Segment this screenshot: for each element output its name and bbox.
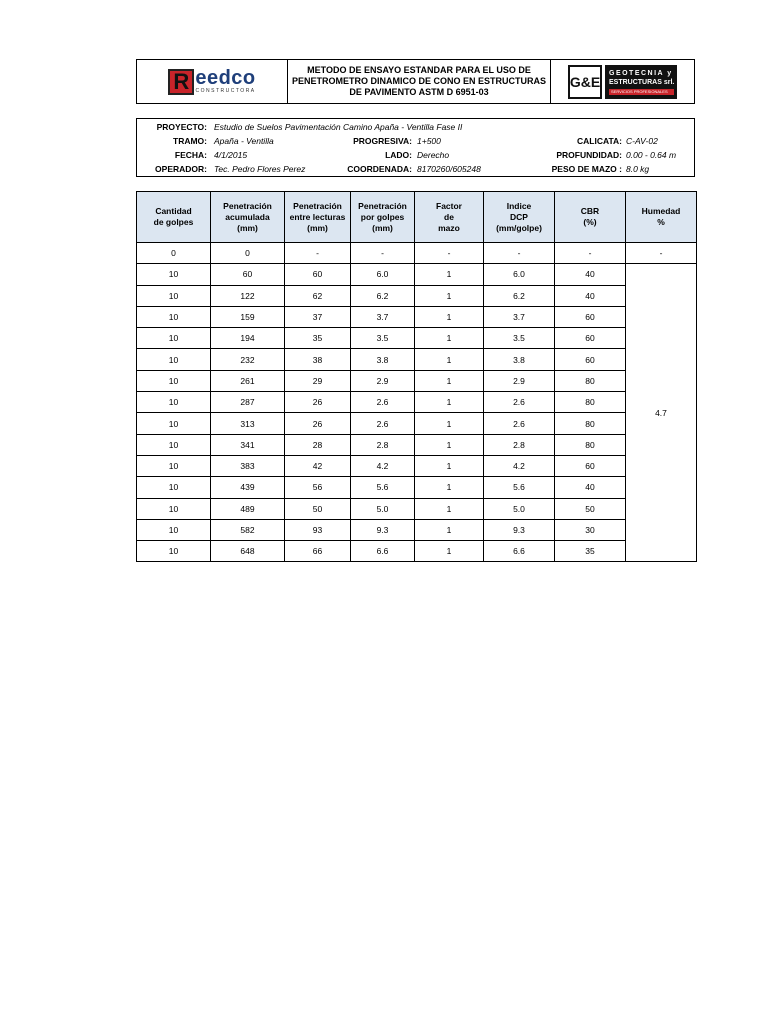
table-cell: 10 (137, 413, 211, 434)
table-cell: 648 (211, 541, 285, 562)
table-cell: 159 (211, 306, 285, 327)
fecha-label: FECHA: (174, 150, 207, 160)
ge-logo-line1: GEOTECNIA y (609, 69, 673, 77)
column-header (626, 192, 697, 243)
table-cell: - (555, 243, 626, 264)
table-cell: 10 (137, 455, 211, 476)
table-cell: 28 (285, 434, 351, 455)
column-header-line: Penetración (293, 200, 342, 211)
table-cell: 9.3 (351, 519, 415, 540)
table-cell: 4.2 (351, 455, 415, 476)
column-header (415, 192, 484, 243)
table-cell: 3.7 (351, 306, 415, 327)
humedad-merged-cell: 4.7 (626, 264, 697, 562)
table-row (137, 541, 697, 562)
column-header-line: de golpes (153, 217, 194, 227)
table-cell: 2.6 (351, 413, 415, 434)
lado-label: LADO: (385, 150, 412, 160)
table-cell: 10 (137, 349, 211, 370)
calicata-label: CALICATA: (576, 136, 622, 146)
table-cell: 10 (137, 370, 211, 391)
title-line-3: DE PAVIMENTO ASTM D 6951-03 (349, 87, 489, 97)
table-row (137, 434, 697, 455)
table-row (137, 519, 697, 540)
table-cell: 10 (137, 392, 211, 413)
reedco-logo-word: eedco (195, 67, 256, 89)
table-cell: 80 (555, 434, 626, 455)
column-header (137, 192, 211, 243)
table-cell: - (351, 243, 415, 264)
table-cell: 439 (211, 477, 285, 498)
lado-value: Derecho (417, 150, 450, 160)
column-header (484, 192, 555, 243)
table-cell: 3.8 (484, 349, 555, 370)
column-header (555, 192, 626, 243)
table-row (137, 392, 697, 413)
ge-logo-line2: ESTRUCTURAS srl. (609, 78, 675, 86)
document-title (288, 60, 551, 103)
table-cell: 6.2 (484, 285, 555, 306)
table-cell: 66 (285, 541, 351, 562)
table-cell: 4.2 (484, 455, 555, 476)
ge-logo-line3: SERVICIOS PROFESIONALES (609, 89, 674, 95)
column-header-line: Humedad (641, 206, 681, 216)
table-row (137, 477, 697, 498)
table-cell: 26 (285, 413, 351, 434)
table-cell: 1 (415, 519, 484, 540)
table-cell: 60 (555, 306, 626, 327)
geotecnia-logo (551, 60, 694, 103)
table-cell: 194 (211, 328, 285, 349)
table-cell: - (415, 243, 484, 264)
operador-label: OPERADOR: (155, 164, 207, 174)
peso-mazo-label: PESO DE MAZO : (551, 164, 622, 174)
column-header-line: acumulada (225, 211, 270, 222)
table-cell: 60 (211, 264, 285, 285)
table-cell: 10 (137, 477, 211, 498)
column-header-line: (%) (583, 217, 597, 227)
table-cell: 6.0 (351, 264, 415, 285)
column-header (351, 192, 415, 243)
tramo-label: TRAMO: (173, 136, 207, 146)
table-cell: 50 (555, 498, 626, 519)
column-header-line: de (444, 211, 454, 222)
table-cell: 40 (555, 477, 626, 498)
table-cell: 1 (415, 264, 484, 285)
table-cell: 287 (211, 392, 285, 413)
column-header-line: (mm) (237, 222, 258, 233)
column-header (285, 192, 351, 243)
column-header (211, 192, 285, 243)
table-row (137, 349, 697, 370)
table-cell: 341 (211, 434, 285, 455)
table-cell: 6.2 (351, 285, 415, 306)
title-line-1: METODO DE ENSAYO ESTANDAR PARA EL USO DE (307, 65, 531, 75)
table-cell: 62 (285, 285, 351, 306)
table-cell: - (484, 243, 555, 264)
table-cell: 232 (211, 349, 285, 370)
table-cell: 2.8 (484, 434, 555, 455)
table-cell: 50 (285, 498, 351, 519)
table-cell: 2.9 (484, 370, 555, 391)
table-cell: 3.5 (484, 328, 555, 349)
dcp-data-table (136, 191, 697, 562)
table-cell: 582 (211, 519, 285, 540)
calicata-value: C-AV-02 (626, 136, 658, 146)
table-cell: 42 (285, 455, 351, 476)
table-cell: 1 (415, 434, 484, 455)
table-row (137, 498, 697, 519)
table-cell: 5.0 (484, 498, 555, 519)
table-cell: 6.6 (351, 541, 415, 562)
table-cell: 5.0 (351, 498, 415, 519)
column-header-line: (mm) (372, 222, 393, 233)
table-cell: 60 (285, 264, 351, 285)
table-cell: 1 (415, 541, 484, 562)
column-header-line: % (657, 217, 665, 227)
reedco-logo-subtitle: CONSTRUCTORA (195, 88, 256, 94)
table-cell: 489 (211, 498, 285, 519)
table-cell: 313 (211, 413, 285, 434)
title-line-2: PENETROMETRO DINAMICO DE CONO EN ESTRUCTURAS (291, 76, 546, 86)
column-header-line: Factor (436, 200, 462, 211)
table-cell: 80 (555, 413, 626, 434)
column-header-line: mazo (438, 222, 460, 233)
table-row (137, 370, 697, 391)
table-cell: 40 (555, 285, 626, 306)
table-cell: 37 (285, 306, 351, 327)
column-header-line: DCP (510, 211, 528, 222)
table-cell: 10 (137, 328, 211, 349)
table-cell: 1 (415, 477, 484, 498)
table-cell: 1 (415, 370, 484, 391)
table-cell: 9.3 (484, 519, 555, 540)
table-cell: 6.6 (484, 541, 555, 562)
table-cell: 10 (137, 434, 211, 455)
table-cell: 1 (415, 349, 484, 370)
table-cell: 0 (211, 243, 285, 264)
table-cell: 0 (137, 243, 211, 264)
proyecto-label: PROYECTO: (156, 122, 207, 132)
table-cell: 383 (211, 455, 285, 476)
table-cell: 1 (415, 306, 484, 327)
table-cell: 80 (555, 392, 626, 413)
table-cell: 35 (555, 541, 626, 562)
table-cell: 10 (137, 285, 211, 306)
table-cell: 26 (285, 392, 351, 413)
column-header-line: Indice (506, 200, 532, 211)
tramo-value: Apaña - Ventilla (214, 136, 274, 146)
column-header-line: (mm/golpe) (496, 222, 542, 233)
table-cell: 122 (211, 285, 285, 306)
table-body (137, 243, 697, 562)
table-cell: 10 (137, 306, 211, 327)
column-header-line: (mm) (307, 222, 328, 233)
table-cell: 80 (555, 370, 626, 391)
ge-logo-mark: G&E (568, 65, 602, 99)
table-cell: 1 (415, 498, 484, 519)
progresiva-value: 1+500 (417, 136, 441, 146)
table-cell: 93 (285, 519, 351, 540)
coordenada-value: 8170260/605248 (417, 164, 481, 174)
profundidad-value: 0.00 - 0.64 m (626, 150, 677, 160)
table-cell: 10 (137, 541, 211, 562)
column-header-line: Cantidad (155, 206, 192, 216)
table-cell: - (626, 243, 697, 264)
operador-value: Tec. Pedro Flores Perez (214, 164, 306, 174)
table-cell: 5.6 (484, 477, 555, 498)
table-cell: 60 (555, 328, 626, 349)
table-cell: 30 (555, 519, 626, 540)
table-cell: 6.0 (484, 264, 555, 285)
column-header-line: Penetración (223, 200, 272, 211)
table-cell: 40 (555, 264, 626, 285)
table-cell: - (285, 243, 351, 264)
table-cell: 5.6 (351, 477, 415, 498)
document-header (136, 59, 695, 104)
table-cell: 2.6 (484, 392, 555, 413)
table-row (137, 285, 697, 306)
project-info (136, 118, 695, 177)
table-row (137, 328, 697, 349)
column-header-line: entre lecturas (289, 211, 346, 222)
table-cell: 1 (415, 455, 484, 476)
progresiva-label: PROGRESIVA: (353, 136, 412, 146)
table-cell: 3.7 (484, 306, 555, 327)
table-cell: 10 (137, 498, 211, 519)
table-header-row (137, 192, 697, 243)
table-cell: 2.6 (351, 392, 415, 413)
table-cell: 29 (285, 370, 351, 391)
reedco-logo-initial: R (168, 69, 194, 95)
fecha-value: 4/1/2015 (214, 150, 248, 160)
table-cell: 3.5 (351, 328, 415, 349)
coordenada-label: COORDENADA: (347, 164, 412, 174)
column-header-line: Penetración (358, 200, 407, 211)
table-cell: 1 (415, 328, 484, 349)
table-row (137, 243, 697, 264)
table-cell: 60 (555, 455, 626, 476)
table-cell: 1 (415, 413, 484, 434)
table-row (137, 306, 697, 327)
table-cell: 1 (415, 285, 484, 306)
table-row (137, 455, 697, 476)
table-row (137, 264, 697, 285)
table-row (137, 413, 697, 434)
table-cell: 35 (285, 328, 351, 349)
profundidad-label: PROFUNDIDAD: (556, 150, 622, 160)
column-header-line: CBR (580, 206, 600, 216)
table-cell: 3.8 (351, 349, 415, 370)
table-cell: 56 (285, 477, 351, 498)
table-cell: 10 (137, 519, 211, 540)
table-cell: 2.9 (351, 370, 415, 391)
table-cell: 2.6 (484, 413, 555, 434)
proyecto-value: Estudio de Suelos Pavimentación Camino Apaña - Ventilla Fase II (214, 122, 463, 132)
table-cell: 1 (415, 392, 484, 413)
table-cell: 10 (137, 264, 211, 285)
column-header-line: por golpes (360, 211, 405, 222)
table-cell: 60 (555, 349, 626, 370)
table-cell: 2.8 (351, 434, 415, 455)
reedco-logo (137, 60, 288, 103)
table-cell: 261 (211, 370, 285, 391)
table-cell: 38 (285, 349, 351, 370)
peso-mazo-value: 8.0 kg (626, 164, 650, 174)
